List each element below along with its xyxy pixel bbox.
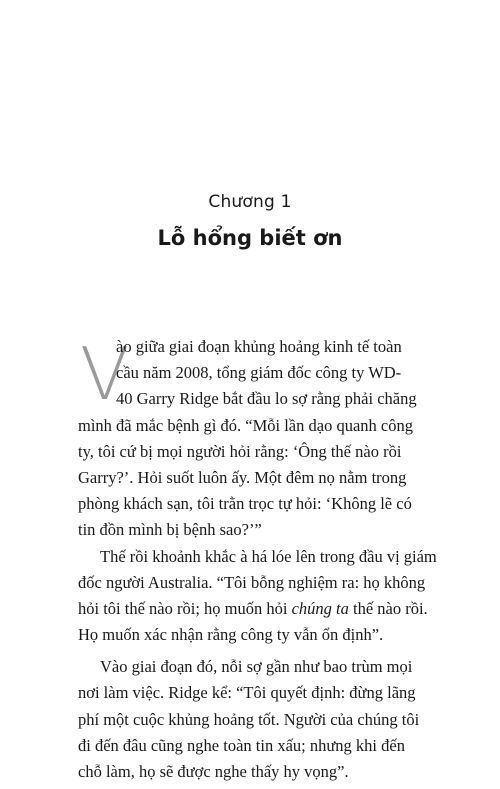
paragraph-line: phí một cuộc khủng hoảng tốt. Người của chúng tôi bbox=[78, 709, 420, 729]
text-run: hỏi tôi thế nào rồi; họ muốn hỏi bbox=[78, 598, 292, 618]
paragraph-line: Thế rồi khoảnh khắc à há lóe lên trong đầu vị giám bbox=[100, 546, 437, 566]
chapter-title: Lỗ hổng biết ơn bbox=[157, 226, 343, 250]
paragraph-line: Họ muốn xác nhận rằng công ty vẫn ổn định”. bbox=[78, 625, 384, 645]
paragraph-line: 40 Garry Ridge bắt đầu lo sợ rằng phải chăng bbox=[116, 389, 417, 409]
paragraph-line bbox=[78, 596, 428, 622]
paragraph-line: ty, tôi cứ bị mọi người hỏi rằng: ‘Ông thế nào rồi bbox=[78, 441, 402, 461]
body-text bbox=[78, 334, 437, 785]
paragraph-line: đốc người Australia. “Tôi bỗng nghiệm ra: họ không bbox=[78, 572, 426, 592]
paragraph-line: Garry?’. Hỏi suốt luôn ấy. Một đêm nọ nằm trong bbox=[78, 467, 407, 487]
paragraph-line: phòng khách sạn, tôi trằn trọc tự hỏi: ‘Không lẽ có bbox=[78, 494, 412, 514]
paragraph-line: mình đã mắc bệnh gì đó. “Mỗi lần dạo quanh công bbox=[78, 415, 413, 435]
drop-cap: V bbox=[80, 332, 130, 416]
paragraph-line: đi đến đâu cũng nghe toàn tin xấu; nhưng khi đến bbox=[78, 735, 405, 755]
emphasis-text: chúng ta bbox=[291, 598, 349, 618]
paragraph-line: Vào giai đoạn đó, nỗi sợ gần như bao trùm mọi bbox=[100, 657, 413, 677]
paragraph-line: tin đồn mình bị bệnh sao?’” bbox=[78, 520, 262, 540]
text-run: thế nào rồi. bbox=[348, 598, 428, 618]
chapter-number: Chương 1 bbox=[208, 192, 292, 212]
paragraph-line: cầu năm 2008, tổng giám đốc công ty WD- bbox=[116, 363, 402, 383]
paragraph-line: chỗ làm, họ sẽ được nghe thấy hy vọng”. bbox=[78, 762, 349, 781]
paragraph-line: nơi làm việc. Ridge kể: “Tôi quyết định: đừng lãng bbox=[78, 683, 416, 703]
paragraph-line: ào giữa giai đoạn khủng hoảng kinh tế toàn bbox=[116, 337, 402, 356]
